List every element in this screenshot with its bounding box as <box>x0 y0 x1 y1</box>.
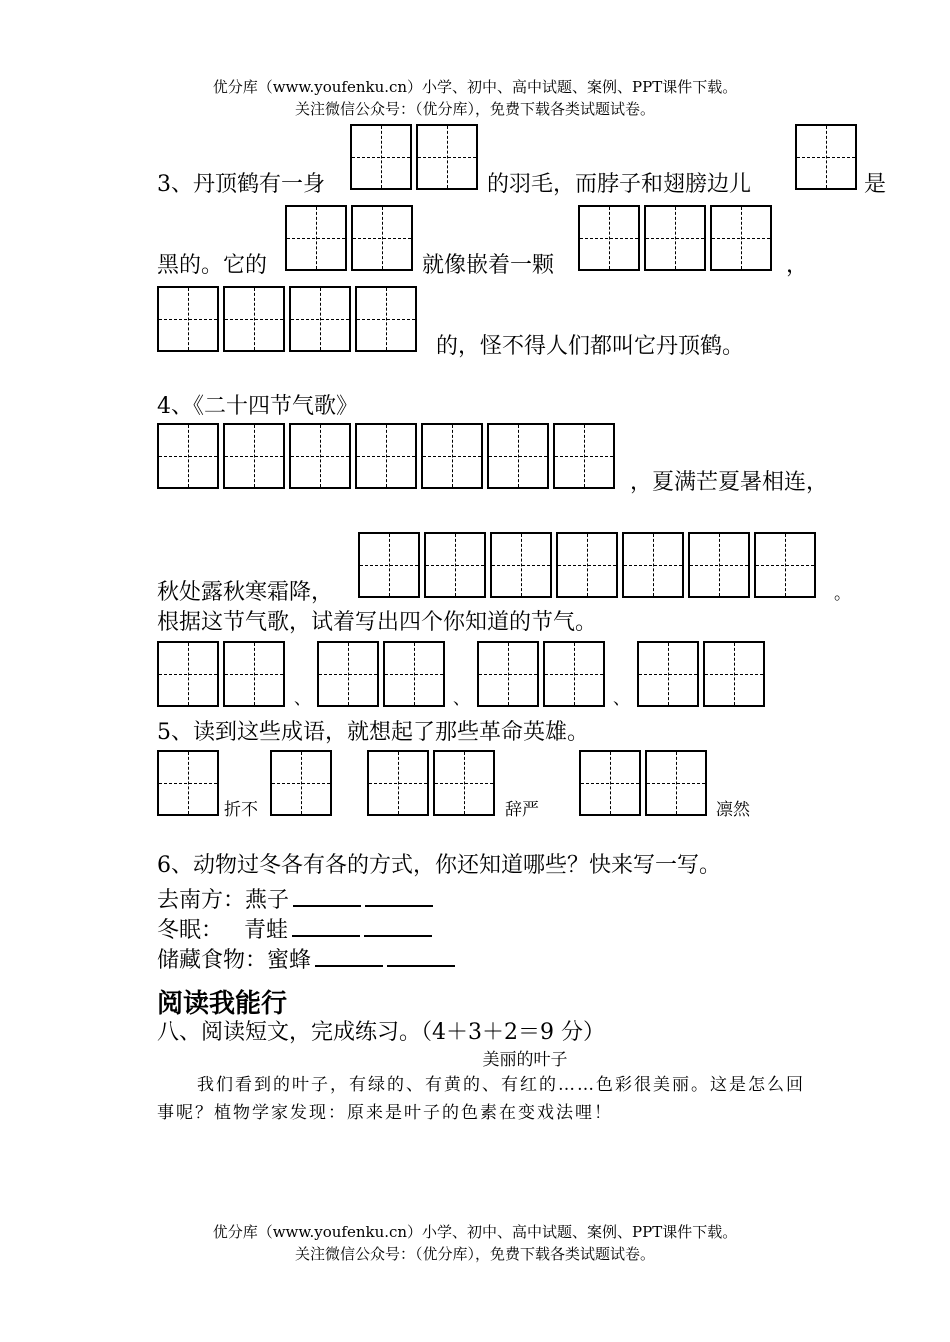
q3-grid-3[interactable] <box>285 205 413 271</box>
q6-row-2 <box>157 913 432 944</box>
header-line-1: 优分库（www.youfenku.cn）小学、初中、高中试题、案例、PPT课件下载。 <box>212 78 738 96</box>
writing-cell[interactable] <box>367 750 429 816</box>
writing-cell[interactable] <box>543 641 605 707</box>
writing-cell[interactable] <box>383 641 445 707</box>
header-line-2: 关注微信公众号：（优分库），免费下载各类试题试卷。 <box>294 100 655 118</box>
footer-line-2: 关注微信公众号：（优分库），免费下载各类试题试卷。 <box>294 1245 655 1263</box>
answer-blank[interactable] <box>315 943 383 967</box>
q4-answer-4[interactable] <box>637 641 765 707</box>
q3-grid-5[interactable] <box>157 286 417 352</box>
answer-blank[interactable] <box>292 913 360 937</box>
writing-cell[interactable] <box>553 423 615 489</box>
q3-text-1: 3、丹顶鹤有一身 <box>157 172 325 197</box>
q5-grid-2[interactable] <box>270 750 332 816</box>
section-title: 阅读我能行 <box>157 989 288 1019</box>
q4-answer-2[interactable] <box>317 641 445 707</box>
answer-blank[interactable] <box>293 883 361 907</box>
writing-cell[interactable] <box>490 532 552 598</box>
writing-cell[interactable] <box>645 750 707 816</box>
writing-cell[interactable] <box>424 532 486 598</box>
q6-row-2-label: 冬眠： 青蛙 <box>157 918 288 943</box>
q6-row-1-label: 去南方：燕子 <box>157 888 290 913</box>
q4-line1-tail: ，夏满芒夏暑相连， <box>630 470 829 495</box>
q3-text-3: 是 <box>864 172 887 197</box>
writing-cell[interactable] <box>578 205 640 271</box>
passage-line-2: 事呢？植物学家发现：原来是叶子的色素在变戏法哩！ <box>157 1103 613 1123</box>
answer-blank[interactable] <box>387 943 455 967</box>
q4-grid-2[interactable] <box>358 532 816 598</box>
q3-text-7: 的，怪不得人们都叫它丹顶鹤。 <box>436 334 745 359</box>
q3-grid-2[interactable] <box>795 124 857 190</box>
writing-cell[interactable] <box>355 286 417 352</box>
q3-grid-4[interactable] <box>578 205 772 271</box>
writing-cell[interactable] <box>350 124 412 190</box>
writing-cell[interactable] <box>622 532 684 598</box>
q4-line2-head: 秋处露秋寒霜降， <box>157 580 334 605</box>
q4-instruction: 根据这节气歌，试着写出四个你知道的节气。 <box>157 610 598 635</box>
q5-grid-3[interactable] <box>367 750 495 816</box>
q4-answer-1[interactable] <box>157 641 285 707</box>
answer-blank[interactable] <box>365 883 433 907</box>
writing-cell[interactable] <box>421 423 483 489</box>
footer-line-1: 优分库（www.youfenku.cn）小学、初中、高中试题、案例、PPT课件下载。 <box>212 1223 738 1241</box>
writing-cell[interactable] <box>285 205 347 271</box>
q5-title: 5、读到这些成语，就想起了那些革命英雄。 <box>157 720 589 745</box>
writing-cell[interactable] <box>579 750 641 816</box>
writing-cell[interactable] <box>644 205 706 271</box>
writing-cell[interactable] <box>270 750 332 816</box>
writing-cell[interactable] <box>416 124 478 190</box>
writing-cell[interactable] <box>157 286 219 352</box>
q8-title: 八、阅读短文，完成练习。（4＋3＋2＝9 分） <box>157 1020 605 1045</box>
writing-cell[interactable] <box>223 286 285 352</box>
passage-line-1: 我们看到的叶子，有绿的、有黄的、有红的……色彩很美丽。这是怎么回 <box>197 1075 805 1095</box>
separator: 、 <box>294 689 311 709</box>
q3-text-5: 就像嵌着一颗 <box>422 253 555 278</box>
q5-word-3: 凛然 <box>716 800 750 820</box>
writing-cell[interactable] <box>688 532 750 598</box>
answer-blank[interactable] <box>364 913 432 937</box>
q6-row-1 <box>157 883 433 914</box>
q4-grid-1[interactable] <box>157 423 615 489</box>
q3-text-6: ， <box>786 253 809 278</box>
writing-cell[interactable] <box>637 641 699 707</box>
separator: 、 <box>613 689 630 709</box>
q5-word-1: 折不 <box>224 800 258 820</box>
writing-cell[interactable] <box>358 532 420 598</box>
passage-title: 美丽的叶子 <box>482 1050 568 1070</box>
writing-cell[interactable] <box>317 641 379 707</box>
writing-cell[interactable] <box>754 532 816 598</box>
writing-cell[interactable] <box>351 205 413 271</box>
q3-text-4: 黑的。它的 <box>157 253 268 278</box>
writing-cell[interactable] <box>289 286 351 352</box>
q6-row-3-label: 储藏食物：蜜蜂 <box>157 948 312 973</box>
writing-cell[interactable] <box>703 641 765 707</box>
writing-cell[interactable] <box>157 750 219 816</box>
separator: 、 <box>453 689 470 709</box>
writing-cell[interactable] <box>157 641 219 707</box>
writing-cell[interactable] <box>477 641 539 707</box>
writing-cell[interactable] <box>157 423 219 489</box>
q3-grid-1[interactable] <box>350 124 478 190</box>
writing-cell[interactable] <box>710 205 772 271</box>
q4-answer-3[interactable] <box>477 641 605 707</box>
writing-cell[interactable] <box>355 423 417 489</box>
writing-cell[interactable] <box>433 750 495 816</box>
q4-line2-tail: 。 <box>834 584 851 604</box>
writing-cell[interactable] <box>487 423 549 489</box>
q6-row-3 <box>157 943 455 974</box>
q6-title: 6、动物过冬各有各的方式，你还知道哪些？快来写一写。 <box>157 853 721 878</box>
q3-text-2: 的羽毛，而脖子和翅膀边儿 <box>487 172 752 197</box>
q5-grid-1[interactable] <box>157 750 219 816</box>
writing-cell[interactable] <box>556 532 618 598</box>
q4-title: 4、《二十四节气歌》 <box>157 394 358 419</box>
q5-word-2: 辞严 <box>505 800 539 820</box>
writing-cell[interactable] <box>223 641 285 707</box>
q5-grid-4[interactable] <box>579 750 707 816</box>
writing-cell[interactable] <box>795 124 857 190</box>
writing-cell[interactable] <box>223 423 285 489</box>
writing-cell[interactable] <box>289 423 351 489</box>
